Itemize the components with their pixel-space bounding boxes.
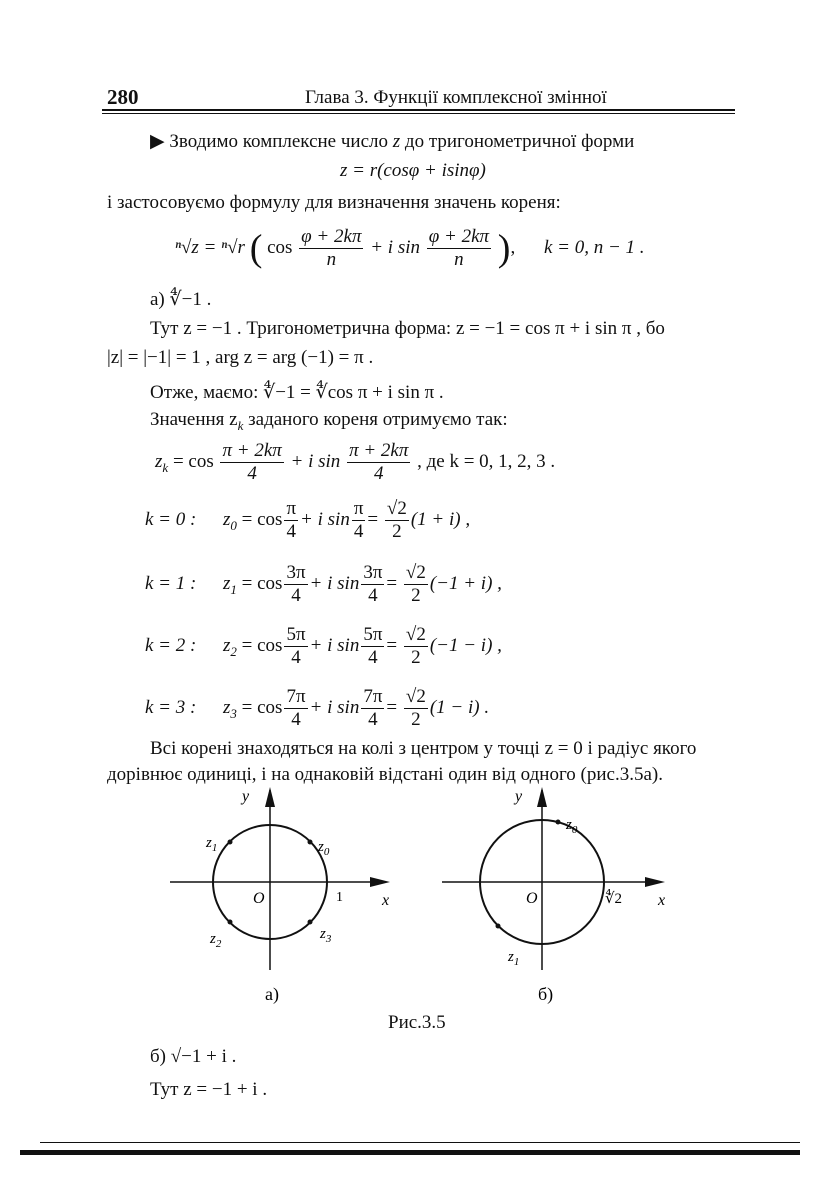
fig-a-origin: O	[253, 890, 265, 907]
root-line: k = 3 : $z_3 = \cos$ $\frac{7\pi}{4}$ + i sin $\frac{7\pi}{4}$ = $\frac{√2}{2}$ (1 − i) .	[145, 686, 490, 730]
part-a-line3: Отже, маємо: ∜−1 = ∜cos π + i sin π .	[150, 382, 444, 403]
trig-form: z = r(cosφ + isinφ)	[340, 160, 486, 181]
part-a-label: а) ∜−1 .	[150, 289, 212, 310]
fig-a-y: y	[242, 788, 250, 805]
svg-text:z0: $z_0$	[318, 839, 330, 858]
header-rule-bottom	[102, 113, 735, 114]
svg-text:z0: $z_0$	[566, 817, 578, 836]
svg-text:z1: $z_1$	[508, 949, 520, 968]
figure-b	[442, 787, 665, 1005]
part-a-line2: |z| = |−1| = 1 , arg z = arg (−1) = π .	[107, 347, 374, 368]
footer-rule-thick	[20, 1150, 800, 1155]
apply-text: і застосовуємо формулу для визначення значень кореня:	[107, 192, 561, 213]
figure-3-5	[160, 785, 700, 1010]
header-rule-top	[102, 109, 735, 111]
summary-line2: дорівнює одиниці, і на однаковій відстані один від одного (рис.3.5а).	[107, 764, 663, 785]
figure-caption: Рис.3.5	[388, 1012, 446, 1033]
svg-text:z3: $z_3$	[320, 926, 332, 945]
root-line: k = 2 : $z_2 = \cos$ $\frac{5\pi}{4}$ + i sin $\frac{5\pi}{4}$ = $\frac{√2}{2}$ (−1 − i) ,	[145, 624, 502, 668]
root-line: k = 1 : $z_1 = \cos$ $\frac{3\pi}{4}$ + i sin $\frac{3\pi}{4}$ = $\frac{√2}{2}$ (−1 + i) ,	[145, 562, 502, 606]
chapter-title: Глава 3. Функції комплексної змінної	[305, 87, 607, 108]
svg-text:∜2: ∜2	[605, 891, 623, 907]
fig-a-one: 1	[336, 890, 343, 905]
part-a-line1: Тут z = −1 . Тригонометрична форма: z = −1 = cos π + i sin π , бо	[150, 318, 665, 339]
part-b-line: Тут z = −1 + i .	[150, 1079, 268, 1100]
part-b-label: б) √−1 + i .	[150, 1046, 237, 1067]
root-line: k = 0 : $z_0 = \cos$ $\frac{\pi}{4}$ + i sin $\frac{\pi}{4}$ = $\frac{√2}{2}$ (1 + i) ,	[145, 498, 471, 542]
svg-text:x: x	[658, 892, 666, 909]
fig-b-label: б)	[538, 984, 554, 1004]
svg-text:z2: $z_2$	[210, 931, 222, 950]
summary-line1: Всі корені знаходяться на колі з центром у точці z = 0 і радіус якого	[150, 738, 697, 759]
fig-a-label: а)	[265, 984, 279, 1004]
svg-text:O: O	[526, 890, 538, 907]
footer-rule-thin	[40, 1142, 800, 1143]
fig-a-x: x	[382, 892, 390, 909]
intro-line: ▶ Зводимо комплексне число z до тригонометричної форми	[150, 131, 635, 152]
part-a-line4: Значення $z_k$ заданого кореня отримуємо так:	[150, 409, 508, 433]
zk-formula: $z_k = \cos$ $\frac{\pi + 2k\pi}{4}$ + i sin $\frac{\pi + 2k\pi}{4}$ , де k = 0, 1, 2, 3 .	[155, 440, 556, 484]
figure-a	[170, 787, 390, 1005]
page-number: 280	[107, 85, 139, 109]
bullet-icon: ▶	[150, 131, 165, 152]
svg-text:y: y	[515, 788, 523, 805]
root-formula: ⁿ√z = ⁿ√r ( cos $\frac{\varphi + 2k\pi}{n}$ + i sin $\frac{\varphi + 2k\pi}{n}$ ), k = 0, n − 1 .	[175, 226, 645, 270]
svg-text:z1: $z_1$	[206, 835, 218, 854]
